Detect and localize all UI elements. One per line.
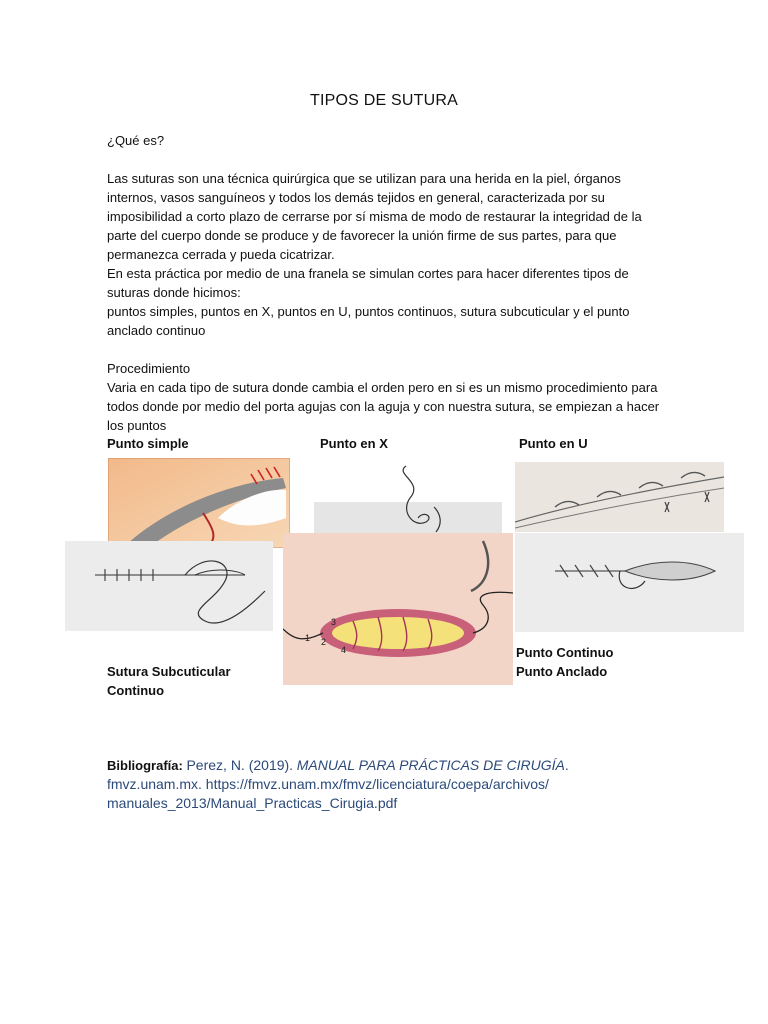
punto-continuo-image [515, 533, 744, 632]
label-punto-x: Punto en X [320, 436, 388, 451]
bibliography-title: MANUAL PARA PRÁCTICAS DE CIRUGÍA [296, 757, 565, 773]
label-punto-u: Punto en U [519, 436, 588, 451]
punto-simple-image [108, 458, 290, 548]
label-punto-simple: Punto simple [107, 436, 189, 451]
bibliography-link-1[interactable]: fmvz.unam.mx. https://fmvz.unam.mx/fmvz/licenciatura/coepa/archivos/ [107, 776, 549, 792]
bibliography: Bibliografía: Perez, N. (2019). MANUAL PARA PRÁCTICAS DE CIRUGÍA. fmvz.unam.mx. https://fmvz.unam.mx/fmvz/licenciatura/coepa/archivos/ manuales_2013/Manual_Practicas_Cirugia.pdf [107, 756, 647, 813]
label-sutura-subcuticular: Sutura Subcuticular [107, 664, 231, 679]
punto-u-image [515, 462, 724, 532]
practice-paragraph: En esta práctica por medio de una franela se simulan cortes para hacer diferentes tipos de suturas donde hicimos: [107, 266, 629, 300]
page-title: TIPOS DE SUTURA [310, 92, 458, 109]
definition-paragraph: Las suturas son una técnica quirúrgica que se utilizan para una herida en la piel, órganos internos, vasos sanguíneos y todos los demás tejidos en general, caracterizada por su imposibilidad a corto plazo de cerrarse por sí misma de modo de restaurar la integridad de la parte del cuerpo donde se produce y de favorecer la unión firme de sus partes, para que permanezca cerrada y pueda cicatrizar. [107, 171, 642, 262]
label-punto-continuo: Punto Continuo [516, 645, 614, 660]
question-heading: ¿Qué es? [107, 133, 165, 148]
sutura-subcuticular-image [65, 541, 273, 631]
label-continuo: Continuo [107, 683, 165, 698]
suture-list-paragraph: puntos simples, puntos en X, puntos en U, puntos continuos, sutura subcuticular y el punto anclado continuo [107, 304, 630, 338]
body-paragraphs [107, 169, 667, 340]
diagram-number-2: 2 [321, 637, 327, 647]
diagram-number-3: 3 [331, 617, 337, 627]
procedure-paragraph: Varia en cada tipo de sutura donde cambia el orden pero en si es un mismo procedimiento para todos donde por medio del porta agujas con la aguja y con nuestra sutura, se empiezan a hacer los puntos [107, 380, 660, 433]
diagram-number-1: 1 [305, 633, 311, 643]
label-punto-anclado: Punto Anclado [516, 664, 608, 679]
bibliography-author: Perez, N. (2019). [186, 757, 294, 773]
bibliography-heading: Bibliografía: [107, 758, 183, 773]
diagram-number-4: 4 [341, 645, 347, 655]
punto-x-image [314, 462, 502, 534]
procedure-section [107, 359, 667, 435]
procedure-heading: Procedimiento [107, 361, 191, 376]
suture-diagram-image [283, 533, 513, 685]
bibliography-link-2[interactable]: manuales_2013/Manual_Practicas_Cirugia.pdf [107, 795, 398, 811]
